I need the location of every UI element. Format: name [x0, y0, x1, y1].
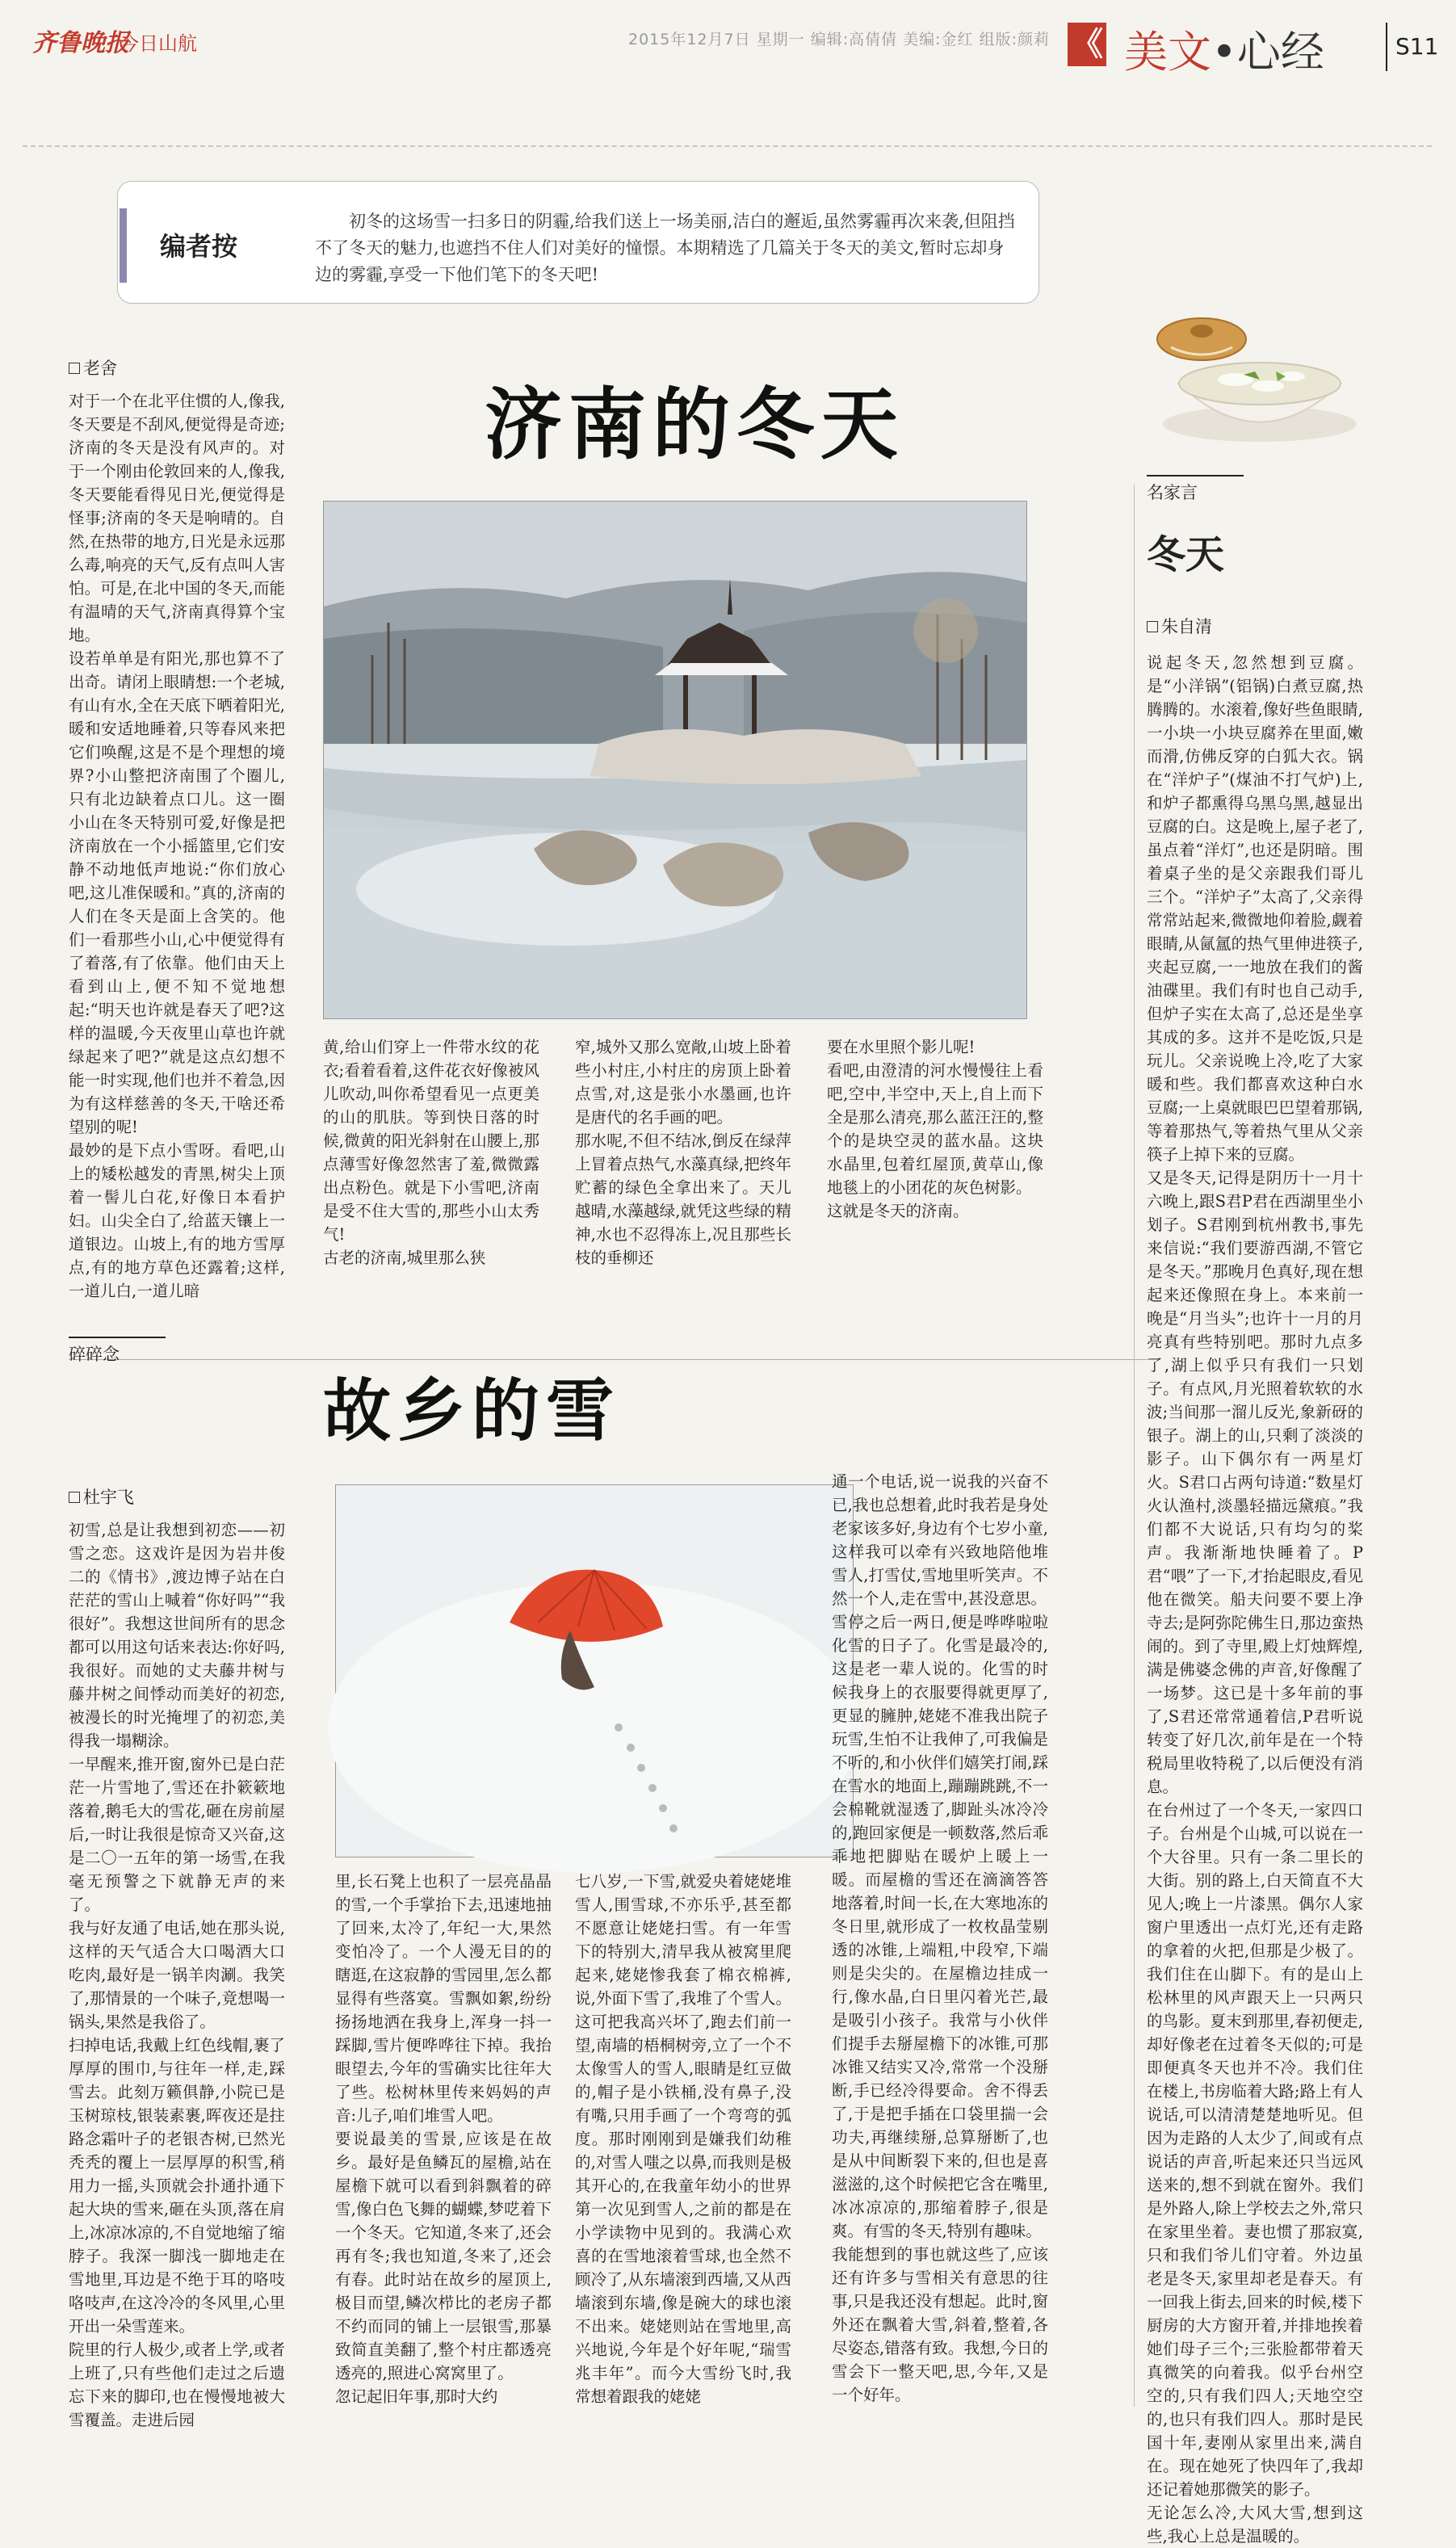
section-tag: 今日山航: [120, 32, 197, 55]
dateline: 2015年12月7日 星期一 编辑:高倩倩 美编:金红 组版:颜莉: [628, 31, 1050, 48]
editor-note-label: 编者按: [160, 231, 238, 262]
sidebar-article-text: 说起冬天,忽然想到豆腐。是“小洋锅”(铝锅)白煮豆腐,热腾腾的。水滚着,像好些鱼眼睛,一小块一小块豆腐养在里面,嫩而滑,仿佛反穿的白狐大衣。锅在“洋炉子”(煤油不打气炉)上,和炉子都熏得乌黑乌黑,越显出豆腐的白。这是晚上,屋子老了,虽点着“洋灯”,也还是阴暗。围着桌子坐的是父亲跟我们哥儿三个。“洋炉子”太高了,父亲得常常站起来,微微地仰着脸,觑着眼睛,从氤氲的热气里伸进筷子,夹起豆腐,一一地放在我们的酱油碟里。我们有时也自己动手,但炉子实在太高了,总还是坐享其成的多。这并不是吃饭,只是玩儿。父亲说晚上冷,吃了大家暖和些。我们都喜欢这种白水豆腐;一上桌就眼巴巴望着那锅,等着那热气,等着热气里从父亲筷子上掉下来的豆腐。 又是冬天,记得是阴历十一月十六晚上,跟S君P君在西湖里坐小划子。S君刚到杭州教书,事先来信说:“我们要游西湖,不管它是冬天。”那晚月色真好,现在想起来还像照在身上。本来前一晚是“月当头”;也许十一月的月亮真有些特别吧。那时九点多了,湖上似乎只有我们一只划子。有点风,月光照着软软的水波;当间那一溜儿反光,象新砑的银子。湖上的山,只剩了淡淡的影子。山下偶尔有一两星灯火。S君口占两句诗道:“数星灯火认渔村,淡墨轻描远黛痕。”我们都不大说话,只有均匀的桨声。我渐渐地快睡着了。P君“喂”了一下,才抬起眼皮,看见他在微笑。船夫问要不要上净寺去;是阿弥陀佛生日,那边蛮热闹的。到了寺里,殿上灯烛辉煌,满是佛婆念佛的声音,好像醒了一场梦。这已是十多年前的事了,S君还常常通着信,P君听说转变了好几次,前年是在一个特税局里收特税了,以后便没有消息。 在台州过了一个冬天,一家四口子。台州是个山城,可以说在一个大谷里。只有一条二里长的大街。别的路上,白天简直不大见人;晚上一片漆黑。偶尔人家窗户里透出一点灯光,还有走路的拿着的火把,但那是少极了。我们住在山脚下。有的是山上松林里的风声跟天上一只两只的鸟影。夏末到那里,春初便走,却好像老在过着冬天似的;可是即便真冬天也并不冷。我们住在楼上,书房临着大路;路上有人说话,可以清清楚楚地听见。但因为走路的人太少了,间或有点说话的声音,听起来还只当远风送来的,想不到就在窗外。我们是外路人,除上学校去之外,常只在家里坐着。妻也惯了那寂寞,只和我们爷儿们守着。外边虽老是冬天,家里却老是春天。有一回我上街去,回来的时候,楼下厨房的大方窗开着,并排地挨着她们母子三个;三张脸都带着天真微笑的向着我。似乎台州空空的,只有我们四人;天地空空的,也只有我们四人。那时是民国十年,妻刚从家里出来,满自在。现在她死了快四年了,我却还记着她那微笑的影子。 无论怎么冷,大风大雪,想到这些,我心上总是温暖的。: [1147, 653, 1363, 2546]
flag-mark-icon: 《: [1068, 23, 1106, 66]
article-column-4: 通一个电话,说一说我的兴奋不已,我也总想着,此时我若是身处老家该多好,身边有个七岁小童,这样我可以牵有兴致地陪他堆雪人,打雪仗,雪地里听笑声。不然一个人,走在雪中,甚没意思。 雪停之后一两日,便是哗哗啦啦化雪的日子了。化雪是最冷的,这是老一辈人说的。化雪的时候我身上的衣服要得就更厚了,更显的臃肿,姥姥不准我出院子玩雪,生怕不让我伸了,可我偏是不听的,和小伙伴们嬉笑打闹,踩在雪水的地面上,蹦蹦跳跳,不一会棉靴就湿透了,脚趾头冰冷冷的,跑回家便是一顿数落,然后乖乖地把脚贴在暖炉上暖上一暖。而屋檐的雪还在滴滴答答地落着,时间一长,在大寒地冻的冬日里,就形成了一枚枚晶莹剔透的冰锥,上端粗,中段窄,下端则是尖尖的。在屋檐边挂成一行,像水晶,白日里闪着光芒,最是吸引小孩子。我常与小伙伴们提手去掰屋檐下的冰锥,可那冰锥又结实又冷,常常一个没掰断,手已经冷得要命。舍不得丢了,于是把手插在口袋里揣一会功夫,再继续掰,总算掰断了,也是从中间断裂下来的,但也是喜滋滋的,这个时候把它含在嘴里,冰冰凉凉的,那缩着脖子,很是爽。有雪的冬天,特别有趣味。 我能想到的事也就这些了,应该还有许多与雪相关有意思的往事,只是我还没有想起。此时,窗外还在飘着大雪,斜着,整着,各尽姿态,错落有致。我想,今日的雪会下一整天吧,思,今年,又是一个好年。: [832, 1472, 1048, 2404]
flag-title: 美文: [1124, 27, 1211, 78]
top-rule: [23, 145, 1432, 147]
editor-note-text: 初冬的这场雪一扫多日的阴霾,给我们送上一场美丽,洁白的邂逅,虽然雾霾再次来袭,但阻挡不了冬天的魅力,也遮挡不住人们对美好的憧憬。本期精选了几篇关于冬天的美文,暂时忘却身边的雾霾,享受一下他们笔下的冬天吧!: [315, 212, 1015, 284]
column-label: 名家言: [1147, 475, 1244, 504]
article-column-1: 对于一个在北平住惯的人,像我,冬天要是不刮风,便觉得是奇迹;济南的冬天是没有风声的。对于一个刚由伦敦回来的人,像我,冬天要能看得见日光,便觉得是怪事;济南的冬天是响晴的。自然,在热带的地方,日光是永远那么毒,响亮的天气,反有点叫人害怕。可是,在北中国的冬天,而能有温晴的天气,济南真得算个宝地。 设若单单是有阳光,那也算不了出奇。请闭上眼睛想:一个老城,有山有水,全在天底下晒着阳光,暖和安适地睡着,只等春风来把它们唤醒,这是不是个理想的境界?小山整把济南围了个圈儿,只有北边缺着点口儿。这一圈小山在冬天特别可爱,好像是把济南放在一个小摇篮里,它们安静不动地低声地说:“你们放心吧,这儿准保暖和。”真的,济南的人们在冬天是面上含笑的。他们一看那些小山,心中便觉得有了着落,有了依靠。他们由天上看到山上,便不知不觉地想起:“明天也许就是春天了吧?这样的温暖,今天夜里山草也许就绿起来了吧?”就是这点幻想不能一时实现,他们也并不着急,因为有这样慈善的冬天,干啥还希望别的呢! 最妙的是下点小雪呀。看吧,山上的矮松越发的青黑,树尖上顶着一髻儿白花,好像日本看护妇。山尖全白了,给蓝天镶上一道银边。山坡上,有的地方雪厚点,有的地方草色还露着;这样,一道儿白,一道儿暗: [69, 392, 285, 1300]
article-column-4: 要在水里照个影儿呢! 看吧,由澄清的河水慢慢往上看吧,空中,半空中,天上,自上而下全是那么清亮,那么蓝汪汪的,整个的是块空灵的蓝水晶。这块水晶里,包着红屋顶,黄草山,像地毯上的小团花的灰色树影。 这就是冬天的济南。: [827, 1038, 1043, 1220]
paper-logo: 齐鲁晚报: [32, 29, 129, 57]
author-byline: 老舍: [69, 355, 117, 380]
sidebar-title: 冬天: [1147, 532, 1225, 577]
page-number: S11: [1386, 23, 1438, 71]
section-flag: [1124, 18, 1324, 80]
article-column-2: 里,长石凳上也积了一层亮晶晶的雪,一个手掌抬下去,迅速地抽了回来,太冷了,年纪一大,果然变怕冷了。一个人漫无目的的瞎逛,在这寂静的雪园里,怎么都显得有些落寞。雪飘如絮,纷纷扬扬地洒在我身上,浑身一抖一踩脚,雪片便哗哗往下掉。我抬眼望去,今年的雪确实比往年大了些。松树林里传来妈妈的声音:儿子,咱们堆雪人吧。 要说最美的雪景,应该是在故乡。最好是鱼鳞瓦的屋檐,站在屋檐下就可以看到斜飘着的碎雪,像白色飞舞的蝴蝶,梦呓着下一个冬天。它知道,冬来了,还会再有冬;我也知道,冬来了,还会有春。此时站在故乡的屋顶上,极目而望,鳞次栉比的老房子都不约而同的铺上一层银雪,那暴致简直美翻了,整个村庄都透亮透亮的,照进心窝窝里了。 忽记起旧年事,那时大约: [335, 1872, 552, 2406]
article-title: 故乡的雪: [323, 1371, 621, 1450]
article-column-2: 黄,给山们穿上一件带水纹的花衣;看着看着,这件花衣好像被风儿吹动,叫你希望看见一点更美的山的肌肤。等到快日落的时候,微黄的阳光斜射在山腰上,那点薄雪好像忽然害了羞,微微露出点粉色。就是下小雪吧,济南是受不住大雪的,那些小山太秀气! 古老的济南,城里那么狭: [323, 1038, 539, 1267]
article-column-3: 七八岁,一下雪,就爱央着姥姥堆雪人,围雪球,不亦乐乎,甚至都不愿意让姥姥扫雪。有一年雪下的特别大,清早我从被窝里爬起来,姥姥惨我套了棉衣棉裤,说,外面下雪了,我堆了个雪人。这可把我高兴坏了,跑去们前一望,南墙的梧桐树旁,立了一个不太像雪人的雪人,眼睛是红豆做的,帽子是小铁桶,没有鼻子,没有嘴,只用手画了一个弯弯的弧度。那时刚刚到是嫌我们幼稚的,对雪人嗤之以鼻,而我则是极其开心的,在我童年幼小的世界第一次见到雪人,之前的都是在小学读物中见到的。我满心欢喜的在雪地滚着雪球,也全然不顾冷了,从东墙滚到西墙,又从西墙滚到东墙,像是碗大的球也滚不出来。姥姥则站在雪地里,高兴地说,今年是个好年呢,“瑞雪兆丰年”。而今大雪纷飞时,我常想着跟我的姥姥: [575, 1872, 791, 2406]
pavilion-photo: [323, 501, 1027, 1019]
editor-note-bar: [120, 208, 127, 283]
author-byline: 朱自清: [1147, 614, 1212, 638]
flag-subtitle: •心经: [1211, 27, 1324, 78]
umbrella-photo: [335, 1484, 854, 1857]
column-label: 碎碎念: [69, 1337, 166, 1366]
article-column-1: 初雪,总是让我想到初恋——初雪之恋。这戏许是因为岩井俊二的《情书》,渡边博子站在白茫茫的雪山上喊着“你好吗”“我很好”。我想这世间所有的思念都可以用这句话来表达:你好吗,我很好。而她的丈夫藤井树与藤井树之间悸动而美好的初恋,被漫长的时光掩埋了的初恋,美得我一塌糊涂。 一早醒来,推开窗,窗外已是白茫茫一片雪地了,雪还在扑簌簌地落着,鹅毛大的雪花,砸在房前屋后,一时让我很是惊奇又兴奋,这是二〇一五年的第一场雪,在我毫无预警之下就静无声的来了。 我与好友通了电话,她在那头说,这样的天气适合大口喝酒大口吃肉,最好是一锅羊肉涮。我笑了,那情景的一个味子,竟想喝一锅头,果然是我俗了。 扫掉电话,我戴上红色线帽,裹了厚厚的围巾,与往年一样,走,踩雪去。此刻万籁俱静,小院已是玉树琼枝,银装素裹,晖夜还是拄路念霜叶子的老银杏树,已然光秃秃的覆上一层厚厚的积雪,稍用力一摇,头顶就会扑通扑通下起大块的雪来,砸在头顶,落在肩上,冰凉冰凉的,不自觉地缩了缩脖子。我深一脚浅一脚地走在雪地里,耳边是不绝于耳的咯吱咯吱声,在这冷冷的冬风里,心里开出一朵雪莲来。 院里的行人极少,或者上学,或者上班了,只有些他们走过之后遗忘下来的脚印,也在慢慢地被大雪覆盖。走进后园: [69, 1521, 285, 2429]
article-column-3: 窄,城外又那么宽敞,山坡上卧着些小村庄,小村庄的房顶上卧着点雪,对,这是张小水墨画,也许是唐代的名手画的吧。 那水呢,不但不结冰,倒反在绿萍上冒着点热气,水藻真绿,把终年贮蓄的绿色全拿出来了。天儿越晴,水藻越绿,就凭这些绿的精神,水也不忍得冻上,况且那些长枝的垂柳还: [575, 1038, 791, 1267]
sidebar-divider: [1134, 485, 1135, 2407]
author-byline: 杜宇飞: [69, 1484, 134, 1509]
bowl-illustration: [1147, 291, 1365, 452]
article-title: 济南的冬天: [485, 380, 904, 470]
